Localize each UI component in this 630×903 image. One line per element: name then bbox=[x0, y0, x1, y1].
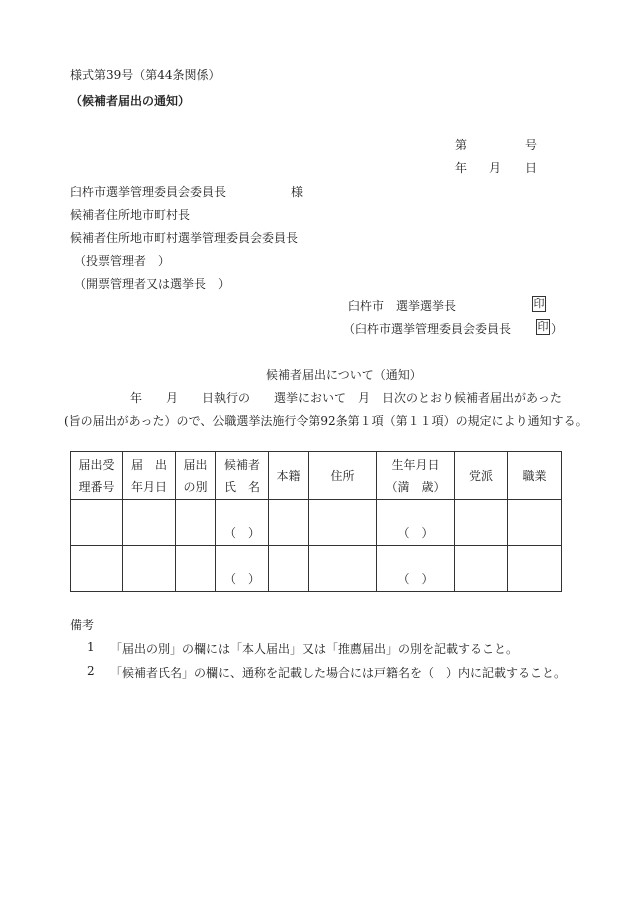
cell-filing-date bbox=[123, 500, 176, 546]
header-receipt-number: 届出受 理番号 bbox=[71, 452, 123, 500]
addressee-line-5: （開票管理者又は選挙長 ） bbox=[74, 277, 231, 291]
addressee-line-3: 候補者住所地市町村選挙管理委員会委員長 bbox=[70, 231, 299, 245]
addressee-line-4: （投票管理者 ） bbox=[74, 254, 171, 268]
note-text: 「届出の別」の欄には「本人届出」又は「推薦届出」の別を記載すること。 bbox=[110, 642, 519, 656]
sender-close-paren: ） bbox=[551, 322, 564, 336]
header-occupation: 職業 bbox=[508, 452, 562, 500]
cell-party bbox=[455, 500, 508, 546]
candidate-table bbox=[70, 451, 562, 592]
form-number: 様式第39号（第44条関係） bbox=[70, 68, 221, 82]
date-month-label: 月 bbox=[489, 161, 502, 175]
cell-filing-type bbox=[176, 546, 216, 592]
addressee-honorific: 様 bbox=[291, 185, 304, 199]
cell-occupation bbox=[508, 546, 562, 592]
notes-heading: 備考 bbox=[70, 618, 95, 632]
header-candidate-name: 候補者 氏 名 bbox=[216, 452, 269, 500]
cell-receipt-number bbox=[71, 500, 123, 546]
table-header-row bbox=[71, 452, 562, 500]
sender-line-1: 臼杵市 選挙選挙長 bbox=[348, 299, 457, 313]
document-title: 候補者届出について（通知） bbox=[266, 368, 422, 382]
cell-domicile bbox=[269, 546, 309, 592]
header-domicile: 本籍 bbox=[269, 452, 309, 500]
cell-birthdate: （ ） bbox=[377, 500, 455, 546]
form-subtitle: （候補者届出の通知） bbox=[70, 94, 191, 108]
cell-occupation bbox=[508, 500, 562, 546]
addressee-line-2: 候補者住所地市町村長 bbox=[70, 208, 191, 222]
body-line-1: 年 月 日執行の 選挙において 月 日次のとおり候補者届出があった bbox=[130, 391, 562, 405]
cell-filing-date bbox=[123, 546, 176, 592]
seal-box-2: 印 bbox=[537, 320, 549, 333]
cell-receipt-number bbox=[71, 546, 123, 592]
date-year-label: 年 bbox=[455, 161, 468, 175]
cell-candidate-name: （ ） bbox=[216, 500, 269, 546]
table-row bbox=[71, 500, 562, 546]
cell-address bbox=[309, 546, 377, 592]
note-number: 1 bbox=[87, 640, 95, 654]
document-number-suffix: 号 bbox=[525, 138, 538, 152]
header-address: 住所 bbox=[309, 452, 377, 500]
document-number-prefix: 第 bbox=[455, 138, 468, 152]
addressee-line-1: 臼杵市選挙管理委員会委員長 bbox=[70, 185, 227, 199]
note-text: 「候補者氏名」の欄に、通称を記載した場合には戸籍名を（ ）内に記載すること。 bbox=[110, 666, 567, 680]
seal-box-1: 印 bbox=[533, 297, 545, 310]
header-birthdate: 生年月日 （満 歳） bbox=[377, 452, 455, 500]
header-filing-type: 届出 の別 bbox=[176, 452, 216, 500]
cell-candidate-name: （ ） bbox=[216, 546, 269, 592]
header-party: 党派 bbox=[455, 452, 508, 500]
date-day-label: 日 bbox=[525, 161, 538, 175]
cell-address bbox=[309, 500, 377, 546]
cell-domicile bbox=[269, 500, 309, 546]
sender-line-2: （臼杵市選挙管理委員会委員長 bbox=[343, 322, 512, 336]
cell-birthdate: （ ） bbox=[377, 546, 455, 592]
cell-party bbox=[455, 546, 508, 592]
header-filing-date: 届 出 年月日 bbox=[123, 452, 176, 500]
note-number: 2 bbox=[87, 664, 95, 678]
table-row bbox=[71, 546, 562, 592]
cell-filing-type bbox=[176, 500, 216, 546]
body-line-2: (旨の届出があった）ので、公職選挙法施行令第92条第１項（第１１項）の規定により通知する。 bbox=[64, 414, 588, 428]
